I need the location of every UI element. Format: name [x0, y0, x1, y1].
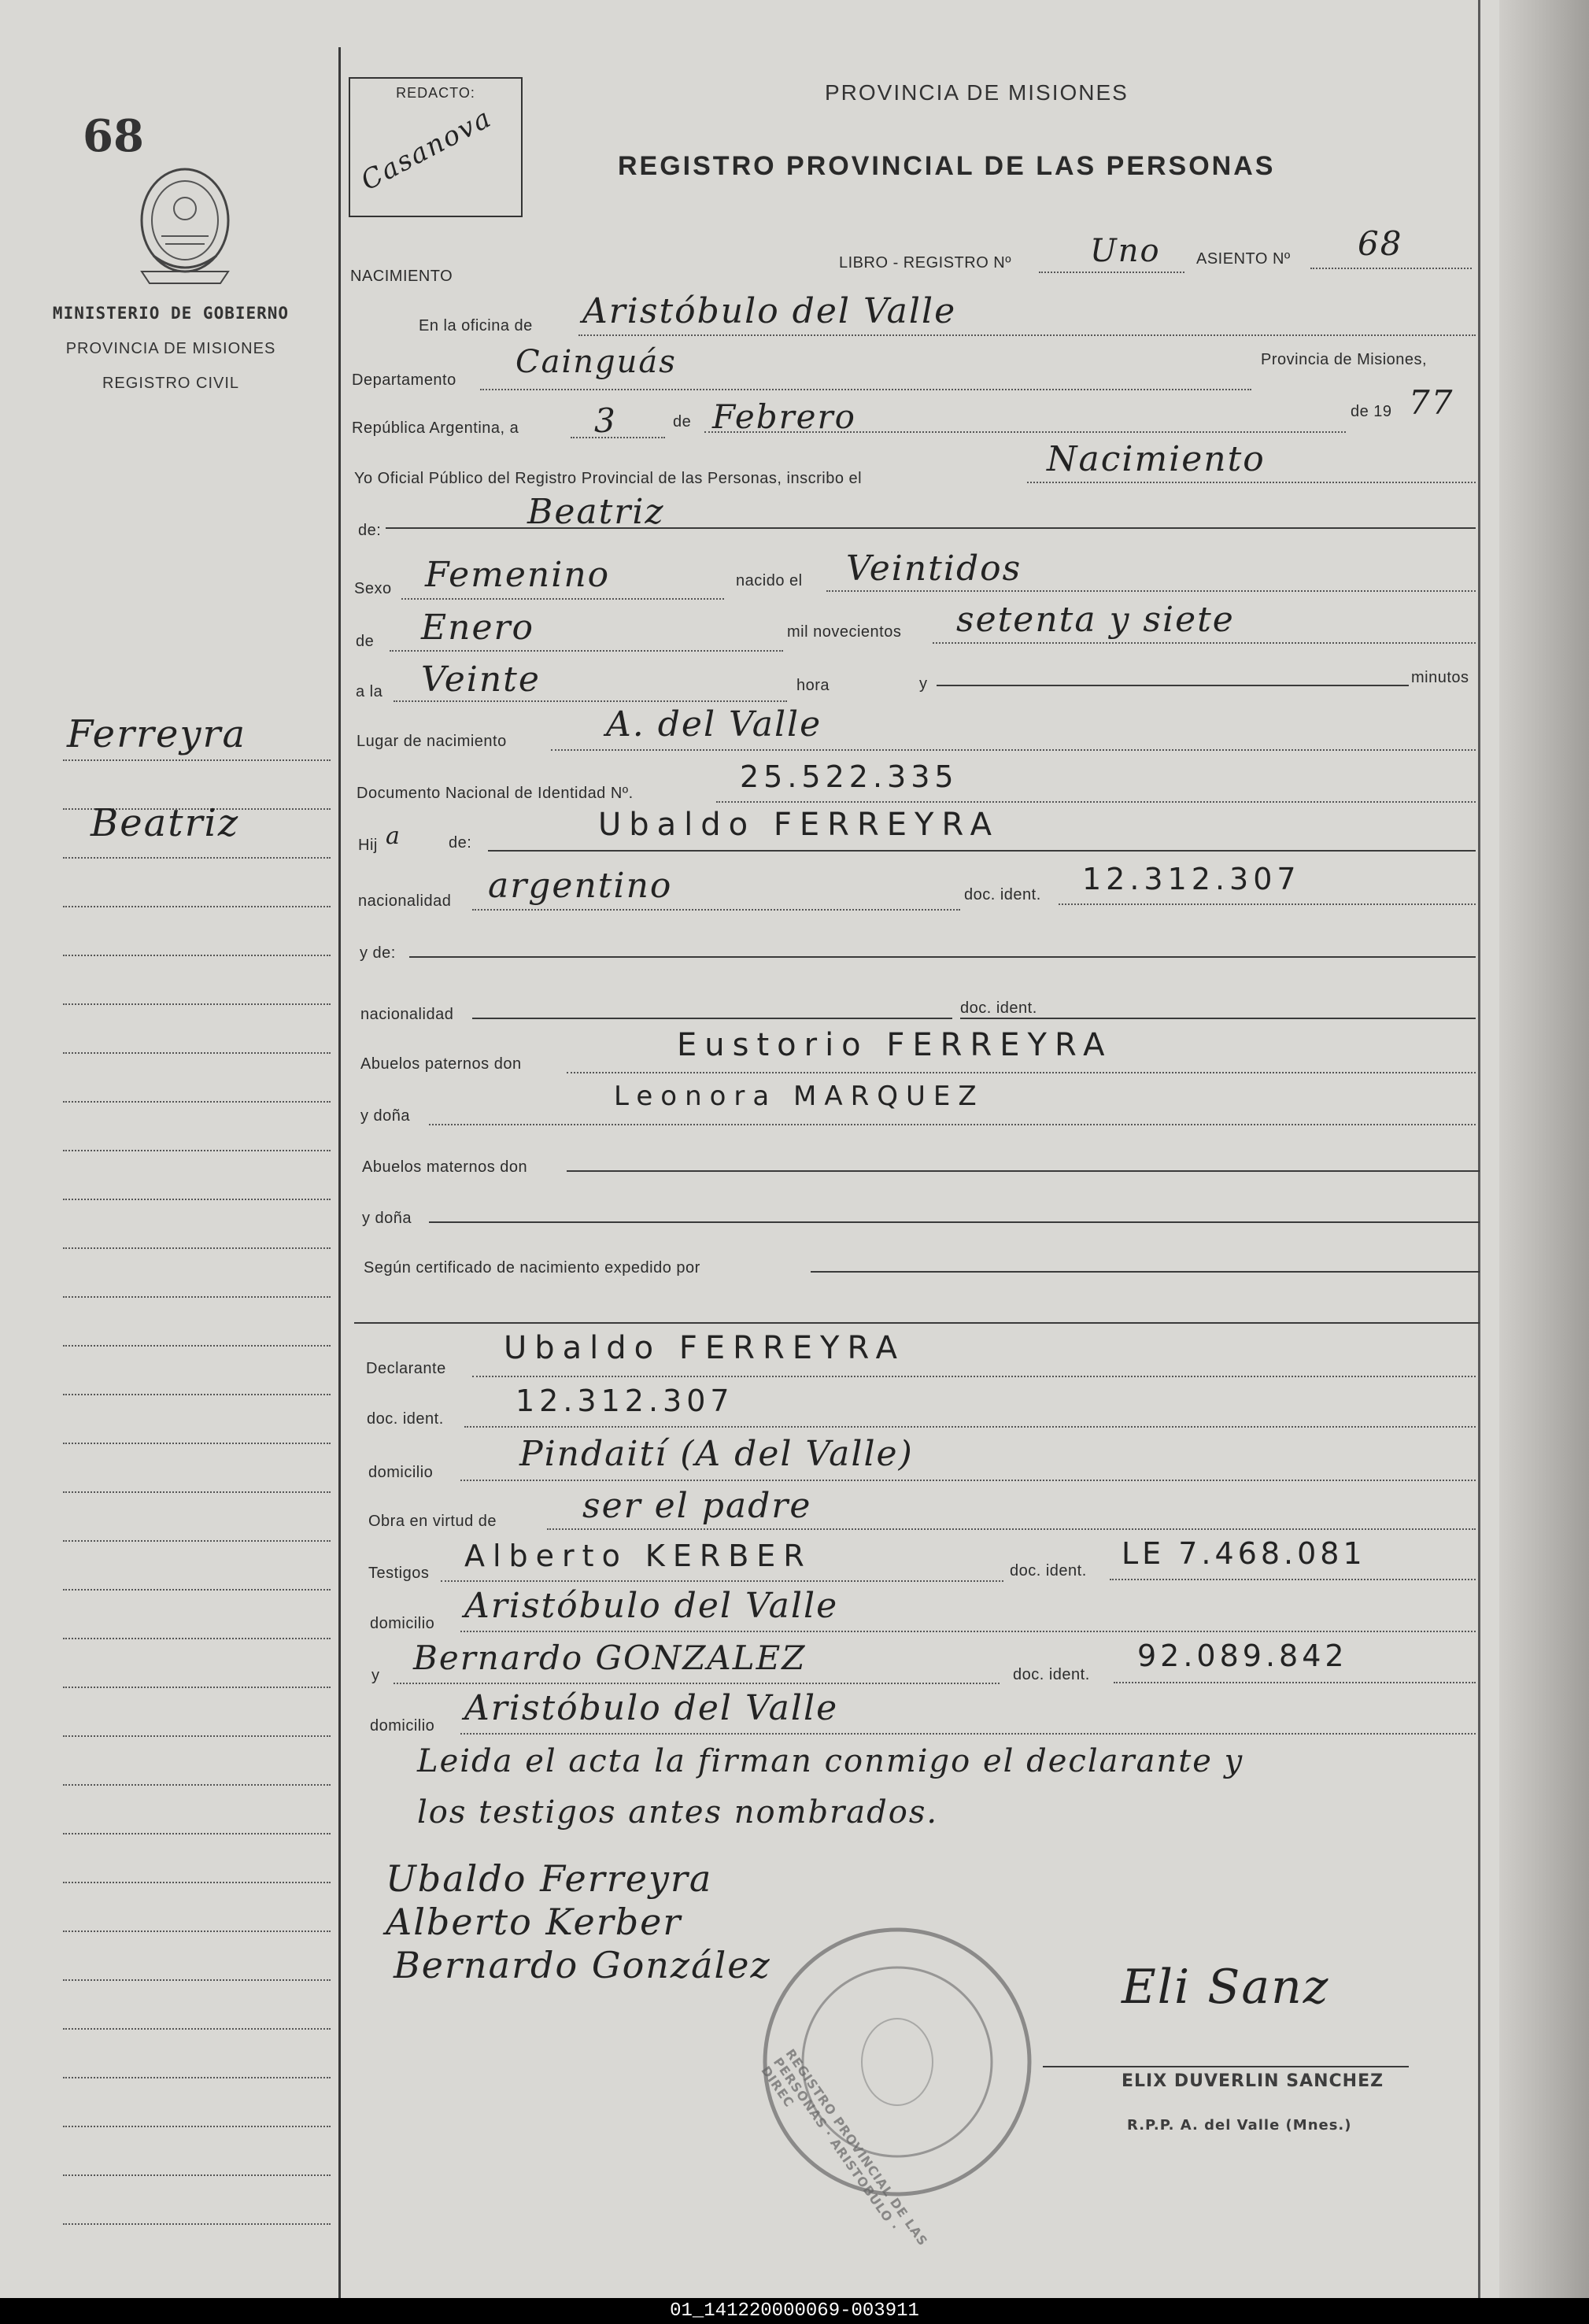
ydona-label: y doña: [360, 1107, 411, 1125]
testigo2-doc-value: 92.089.842: [1137, 1639, 1348, 1673]
official-stamp-office: R.P.P. A. del Valle (Mnes.): [1127, 2117, 1352, 2134]
margin-ruled-line: [63, 2028, 331, 2030]
domicilio-value: Pindaití (A del Valle): [519, 1434, 914, 1474]
lugar-label: Lugar de nacimiento: [357, 733, 507, 750]
section-divider: [354, 1322, 1480, 1324]
declarante-value: Ubaldo FERREYRA: [504, 1330, 905, 1366]
nac-label: nacionalidad: [358, 892, 452, 910]
margin-ruled-line: [63, 1247, 331, 1249]
asiento-label: ASIENTO Nº: [1196, 250, 1291, 268]
minutos-label: minutos: [1411, 669, 1469, 686]
dni-line: [716, 801, 1476, 803]
provincia-label: Provincia de Misiones,: [1261, 351, 1428, 368]
domicilio1-label: domicilio: [370, 1615, 435, 1632]
oficina-value: Aristóbulo del Valle: [582, 291, 957, 331]
margin-name: Beatriz: [91, 801, 240, 845]
signature-testigo1: Alberto Kerber: [386, 1901, 682, 1943]
margin-ruled-line: [63, 1735, 331, 1737]
domicilio-line: [460, 1480, 1476, 1481]
segun-label: Según certificado de nacimiento expedido por: [364, 1259, 700, 1277]
margin-ruled-line: [63, 1296, 331, 1298]
minutos-line: [937, 685, 1409, 686]
mil-value: setenta y siete: [956, 600, 1235, 640]
margin-ruled-line: [63, 1101, 331, 1103]
ministry-province-label: PROVINCIA DE MISIONES: [65, 340, 276, 357]
margin-surname: Ferreyra: [67, 712, 247, 756]
de2-label: de:: [358, 522, 382, 539]
domicilio1-line: [460, 1631, 1476, 1632]
testigo1-doc-line: [1110, 1579, 1476, 1580]
margin-ruled-line: [63, 1003, 331, 1005]
margin-ruled-line: [63, 1052, 331, 1054]
oficial-label: Yo Oficial Público del Registro Provincial de las Personas, inscribo el: [354, 470, 863, 487]
mil-label: mil novecientos: [787, 623, 902, 641]
segun-line: [811, 1271, 1480, 1273]
libro-line: [1039, 272, 1184, 273]
closing-line-1: Leida el acta la firman conmigo el declarante y: [417, 1743, 1244, 1779]
testigos-label: Testigos: [368, 1565, 430, 1582]
father-doc-value: 12.312.307: [1082, 862, 1301, 896]
image-reference-footer: 01_141220000069-003911: [0, 2298, 1589, 2324]
yde-label: y de:: [360, 944, 396, 962]
departamento-label: Departamento: [352, 371, 456, 389]
birth-month-value: Enero: [421, 608, 535, 648]
abuela-pat-value: Leonora MARQUEZ: [614, 1081, 985, 1112]
province-heading: PROVINCIA DE MISIONES: [825, 80, 1129, 105]
lugar-line: [551, 749, 1476, 751]
ministry-registry-label: REGISTRO CIVIL: [102, 375, 240, 392]
margin-ruled-line: [63, 1443, 331, 1444]
doc-ident2-line: [960, 1018, 1476, 1019]
hora-label: hora: [796, 677, 830, 694]
father-doc-line: [1059, 903, 1476, 905]
margin-ruled-line: [63, 2077, 331, 2078]
republica-label: República Argentina, a: [352, 419, 519, 437]
hijo-suffix: a: [386, 822, 401, 850]
margin-ruled-line: [63, 1931, 331, 1932]
de3-label: de: [356, 633, 375, 650]
testigo1-doc-label: doc. ident.: [1010, 1562, 1087, 1580]
margin-ruled-line: [63, 906, 331, 907]
asiento-line: [1310, 268, 1472, 269]
coat-of-arms-icon: [130, 161, 240, 287]
abuelo-pat-line: [567, 1072, 1476, 1073]
margin-ruled-line: [63, 1589, 331, 1591]
hora-value: Veinte: [421, 660, 541, 700]
domicilio2-label: domicilio: [370, 1717, 435, 1735]
hijo-label: Hij: [358, 837, 378, 854]
margin-ruled-line: [63, 2174, 331, 2176]
nacido-value: Veintidos: [846, 549, 1022, 589]
nac-line: [472, 909, 960, 911]
abuelos-mat-line: [567, 1170, 1480, 1172]
margin-ruled-line: [63, 759, 331, 761]
signature-declarante: Ubaldo Ferreyra: [386, 1857, 713, 1900]
abuelos-pat-label: Abuelos paternos don: [360, 1055, 522, 1073]
margin-ruled-line: [63, 1199, 331, 1200]
ydona2-label: y doña: [362, 1210, 412, 1227]
obra-label: Obra en virtud de: [368, 1513, 497, 1530]
closing-line-2: los testigos antes nombrados.: [417, 1794, 939, 1831]
testigo2-line: [394, 1683, 1000, 1684]
abuelos-mat-label: Abuelos maternos don: [362, 1158, 528, 1176]
name-value: Beatriz: [527, 492, 665, 532]
official-signature: Eli Sanz: [1122, 1960, 1330, 2015]
margin-ruled-line: [63, 1345, 331, 1347]
testigo2-doc-line: [1114, 1682, 1476, 1683]
redacto-value: Casanova: [356, 102, 497, 198]
abuela-pat-line: [429, 1124, 1476, 1125]
declarante-line: [472, 1376, 1476, 1377]
doc-ident-label: doc. ident.: [964, 886, 1041, 903]
record-type-label: NACIMIENTO: [350, 268, 453, 285]
doc-ident2-label: doc. ident.: [960, 999, 1037, 1017]
domicilio-label: domicilio: [368, 1464, 434, 1481]
domicilio2-value: Aristóbulo del Valle: [464, 1688, 839, 1728]
page-number: 68: [83, 110, 144, 162]
redacto-box: [349, 77, 523, 217]
testigo1-line: [441, 1580, 1003, 1582]
margin-ruled-line: [63, 2223, 331, 2225]
day-value: 3: [594, 401, 617, 440]
testigo1-doc-value: LE 7.468.081: [1122, 1536, 1366, 1571]
ala-label: a la: [356, 683, 383, 700]
testigo1-value: Alberto KERBER: [464, 1539, 812, 1573]
asiento-value: 68: [1358, 224, 1403, 263]
margin-ruled-line: [63, 1784, 331, 1786]
book-edge: [1499, 0, 1589, 2298]
day-line: [571, 437, 665, 438]
nac-value: argentino: [488, 866, 673, 906]
oficina-line: [578, 334, 1476, 336]
declarante-doc-line: [464, 1426, 1476, 1428]
father-line: [488, 850, 1476, 852]
nacido-label: nacido el: [736, 572, 803, 589]
margin-ruled-line: [63, 1394, 331, 1395]
testigo2-doc-label: doc. ident.: [1013, 1666, 1090, 1683]
year-value: 77: [1409, 383, 1454, 422]
margin-ruled-line: [63, 955, 331, 956]
nac2-label: nacionalidad: [360, 1006, 454, 1023]
testigo2-value: Bernardo GONZALEZ: [413, 1639, 807, 1677]
margin-ruled-line: [63, 2126, 331, 2127]
hora-value-line: [394, 700, 787, 702]
dni-label: Documento Nacional de Identidad Nº.: [357, 785, 634, 802]
margin-ruled-line: [63, 857, 331, 859]
round-seal-text: REGISTRO PROVINCIAL DE LAS PERSONAS · ARISTOBULO · DIREC: [758, 2046, 931, 2249]
birth-month-line: [390, 650, 783, 652]
mother-line: [409, 956, 1476, 958]
departamento-line: [480, 389, 1251, 390]
domicilio1-value: Aristóbulo del Valle: [464, 1586, 839, 1626]
signature-testigo2: Bernardo González: [394, 1944, 771, 1986]
oficial-line: [1027, 482, 1476, 483]
father-value: Ubaldo FERREYRA: [598, 807, 1000, 843]
year-label: de 19: [1351, 403, 1392, 420]
mil-line: [933, 642, 1476, 644]
oficina-label: En la oficina de: [419, 317, 533, 334]
margin-ruled-line: [63, 1638, 331, 1639]
margin-ruled-line: [63, 1687, 331, 1688]
departamento-value: Cainguás: [516, 344, 677, 380]
y-label: y: [919, 675, 928, 693]
margin-ruled-line: [63, 1882, 331, 1883]
declarante-doc-value: 12.312.307: [516, 1384, 734, 1418]
sexo-value: Femenino: [425, 555, 611, 595]
ydona2-line: [429, 1221, 1480, 1223]
declarante-label: Declarante: [366, 1360, 446, 1377]
y-testigo-label: y: [371, 1667, 380, 1684]
margin-ruled-line: [63, 1833, 331, 1834]
declarante-doc-label: doc. ident.: [367, 1410, 444, 1428]
registry-title: REGISTRO PROVINCIAL DE LAS PERSONAS: [618, 151, 1276, 181]
libro-value: Uno: [1090, 233, 1161, 269]
margin-ruled-line: [63, 1150, 331, 1151]
abuelo-pat-value: Eustorio FERREYRA: [677, 1027, 1113, 1063]
signature-line: [1043, 2066, 1409, 2067]
oficial-value: Nacimiento: [1047, 439, 1266, 479]
redacto-label: REDACTO:: [396, 85, 475, 101]
official-stamp-name: ELIX DUVERLIN SANCHEZ: [1122, 2071, 1384, 2091]
obra-value: ser el padre: [582, 1486, 812, 1526]
margin-divider: [338, 47, 341, 2298]
obra-line: [547, 1528, 1476, 1530]
nac2-line: [472, 1018, 952, 1019]
margin-ruled-line: [63, 1540, 331, 1542]
nacido-line: [826, 590, 1476, 592]
margin-ruled-line: [63, 1491, 331, 1493]
month-value: Febrero: [712, 397, 856, 436]
page-edge-line: [1478, 0, 1480, 2298]
de-label: de: [673, 413, 692, 430]
sexo-label: Sexo: [354, 580, 392, 597]
sexo-line: [401, 598, 724, 600]
margin-ruled-line: [63, 1979, 331, 1981]
dni-value: 25.522.335: [740, 759, 959, 794]
domicilio2-line: [460, 1733, 1476, 1735]
lugar-value: A. del Valle: [606, 704, 822, 744]
libro-label: LIBRO - REGISTRO Nº: [839, 254, 1012, 272]
ministry-label: MINISTERIO DE GOBIERNO: [52, 304, 290, 323]
hijo-de-label: de:: [449, 834, 472, 852]
